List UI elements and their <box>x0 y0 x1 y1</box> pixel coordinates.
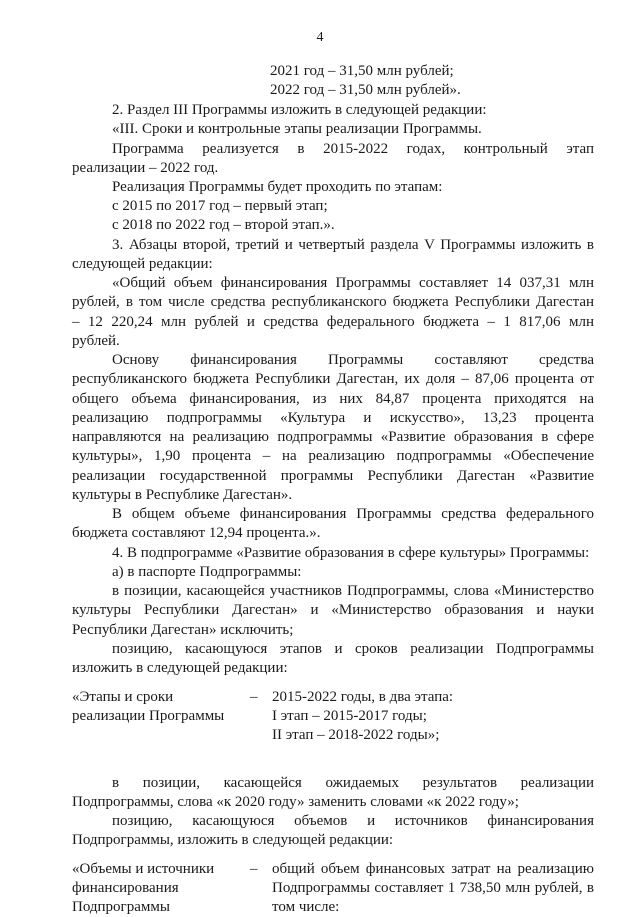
text-line: позицию, касающуюся этапов и сроков реализации Подпрограммы <box>112 641 594 657</box>
text-line: с 2015 по 2017 год – первый этап; <box>112 198 328 214</box>
text-line: Основу финансирования Программы составляют средства <box>112 352 594 368</box>
text-line: реализации государственной программы Республики Дагестан «Развитие <box>72 468 594 484</box>
text-line: рублей. <box>72 333 120 349</box>
text-line: реализации – 2022 год. <box>72 160 219 176</box>
text-line: В общем объеме финансирования Программы средства федерального <box>112 506 594 522</box>
text-line: республиканского бюджета Республики Дагестан, их доля – 87,06 процента от <box>72 371 594 387</box>
finance-label-line-3: Подпрограммы <box>72 899 170 915</box>
text-line: бюджета составляют 12,94 процента.». <box>72 525 321 541</box>
text-line: «Общий объем финансирования Программы составляет 14 037,31 млн <box>112 275 594 291</box>
text-line: общего объема финансирования, из них 84,87 процента приходятся на <box>72 391 594 407</box>
text-line: Республики Дагестан» исключить; <box>72 622 294 638</box>
text-line: в позиции, касающейся участников Подпрограммы, слова «Министерство <box>112 583 594 599</box>
finance-value-line-2: Подпрограммы составляет 1 738,50 млн рублей, в <box>272 880 594 896</box>
text-line: рублей, в том числе средства республиканского бюджета Республики Дагестан <box>72 294 594 310</box>
text-line: следующей редакции: <box>72 256 213 272</box>
text-line: – 12 220,24 млн рублей и средства федерального бюджета – 1 817,06 млн <box>72 314 594 330</box>
text-line: с 2018 по 2022 год – второй этап.». <box>112 217 335 233</box>
text-line: культуры», 1,90 процента – на реализацию подпрограммы «Обеспечение <box>72 448 594 464</box>
text-line: 2. Раздел III Программы изложить в следующей редакции: <box>112 102 487 118</box>
text-line: позицию, касающуюся объемов и источников финансирования <box>112 813 594 829</box>
text-line: изложить в следующей редакции: <box>72 660 288 676</box>
text-line: направляются на реализацию подпрограммы «Развитие образования в сфере <box>72 429 594 445</box>
text-line: в позиции, касающейся ожидаемых результатов реализации <box>112 775 594 791</box>
text-line: 4. В подпрограмме «Развитие образования в сфере культуры» Программы: <box>112 545 590 561</box>
text-line: «III. Сроки и контрольные этапы реализации Программы. <box>112 121 482 137</box>
finance-value-line-1: общий объем финансовых затрат на реализацию <box>272 861 594 877</box>
text-line: культуры Республики Дагестан» и «Министерство образования и науки <box>72 602 594 618</box>
text-line: Программа реализуется в 2015-2022 годах, контрольный этап <box>112 141 594 157</box>
text-line: 2022 год – 31,50 млн рублей». <box>270 82 461 98</box>
stages-value-line-1: 2015-2022 годы, в два этапа: <box>272 689 454 705</box>
stages-value-line-2: I этап – 2015-2017 годы; <box>272 708 427 724</box>
stages-label-line-2: реализации Программы <box>72 708 225 724</box>
stages-label-line-1: «Этапы и сроки <box>72 689 174 705</box>
finance-label-line-1: «Объемы и источники <box>72 861 215 877</box>
text-line: реализацию подпрограммы «Культура и искусство», 13,23 процента <box>72 410 594 426</box>
page-number: 4 <box>316 30 324 45</box>
text-line: Подпрограммы, слова «к 2020 году» заменить словами «к 2022 году»; <box>72 794 519 810</box>
text-line: 3. Абзацы второй, третий и четвертый раздела V Программы изложить в <box>112 237 594 253</box>
text-line: Подпрограммы, изложить в следующей редакции: <box>72 832 394 848</box>
finance-value-line-3: том числе: <box>272 899 340 915</box>
text-line: Реализация Программы будет проходить по этапам: <box>112 179 443 195</box>
text-line: а) в паспорте Подпрограммы: <box>112 564 302 580</box>
finance-dash: – <box>250 861 258 877</box>
text-line: 2021 год – 31,50 млн рублей; <box>270 63 454 79</box>
stages-value-line-3: II этап – 2018-2022 годы»; <box>272 727 440 743</box>
stages-dash: – <box>250 689 258 705</box>
finance-label-line-2: финансирования <box>72 880 179 896</box>
text-line: культуры в Республике Дагестан». <box>72 487 293 503</box>
